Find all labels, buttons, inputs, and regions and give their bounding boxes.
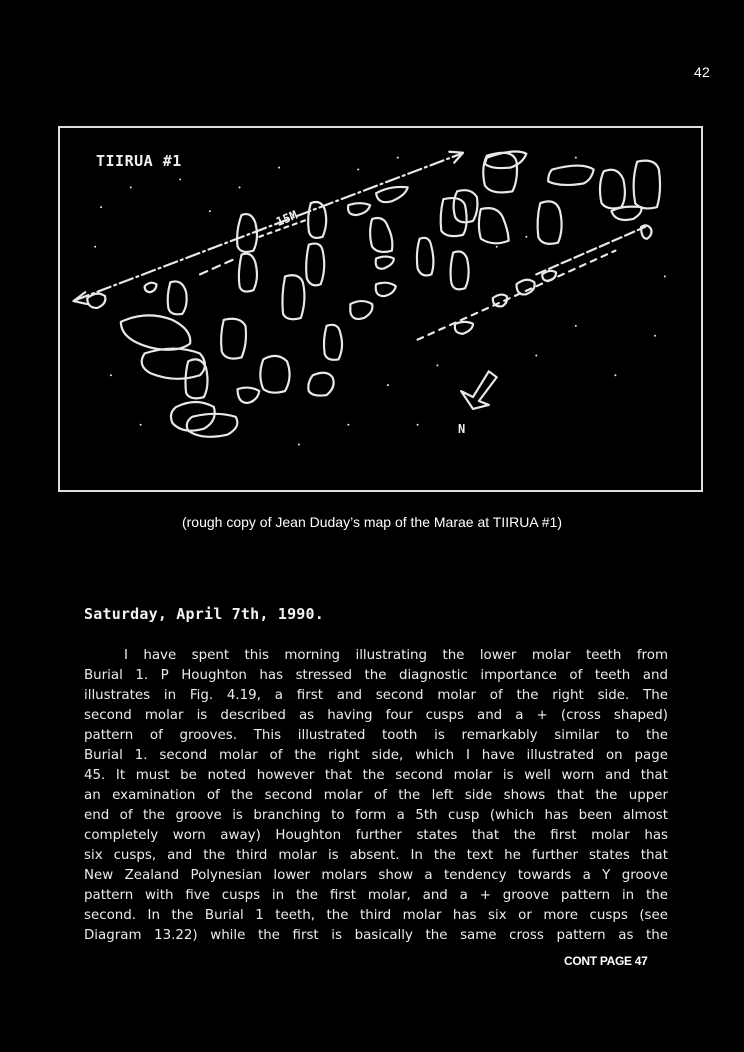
stone: [600, 170, 625, 209]
stone: [306, 244, 324, 286]
body-line: New Zealand Polynesian lower molars show a tendency towards a Y groove: [84, 868, 668, 883]
body-line: an examination of the second molar of the left side shows that the upper: [84, 788, 668, 803]
entry-body: [84, 646, 668, 946]
scale-arrow: [75, 154, 461, 300]
stone: [417, 238, 433, 276]
stone: [308, 202, 326, 238]
stone: [238, 388, 260, 403]
continuation-note: CONT PAGE 47: [564, 954, 648, 968]
stone: [455, 322, 473, 334]
body-line: completely worn away) Houghton further states that the first molar has: [84, 828, 668, 843]
stone: [221, 319, 246, 359]
body-line: Burial 1. second molar of the right side, which I have illustrated on page: [84, 748, 668, 763]
map-north-label: N: [458, 422, 466, 436]
marae-map: [58, 126, 703, 492]
wall-line: [418, 251, 616, 340]
map-title: TIIRUA #1: [96, 152, 182, 170]
stone: [376, 283, 396, 296]
body-line: pattern with five cusps in the first molar, and a + groove pattern in the: [84, 888, 668, 903]
stone: [376, 257, 394, 269]
body-line: I have spent this morning illustrating the lower molar teeth from: [124, 648, 668, 663]
body-line: Burial 1. P Houghton has stressed the diagnostic importance of teeth and: [84, 668, 668, 683]
stone: [168, 281, 187, 314]
stone: [145, 283, 157, 292]
stone: [239, 254, 257, 292]
marae-map-drawing: [60, 128, 701, 490]
stone: [479, 208, 509, 243]
wall-line: [200, 259, 236, 275]
stone: [282, 275, 304, 319]
body-line: second molar is described as having four cusps and a + (cross shaped): [84, 708, 668, 723]
stone: [350, 301, 372, 319]
scale-arrow-head-right: [449, 152, 463, 163]
stone: [376, 187, 408, 202]
entry-heading: Saturday, April 7th, 1990.: [84, 605, 324, 623]
body-line: second. In the Burial 1 teeth, the third molar has six or more cusps (see: [84, 908, 668, 923]
map-scale-label: 15M: [274, 207, 300, 229]
stone: [451, 251, 469, 289]
map-caption: (rough copy of Jean Duday’s map of the Marae at TIIRUA #1): [181, 514, 563, 530]
stone: [142, 349, 205, 379]
wall-line: [536, 227, 645, 274]
stone: [634, 161, 660, 209]
stone: [538, 201, 562, 243]
stone: [542, 271, 556, 281]
stone: [611, 207, 641, 220]
page-number: 42: [694, 64, 710, 80]
body-line: illustrates in Fig. 4.19, a first and second molar of the right side. The: [84, 688, 668, 703]
stone: [87, 294, 105, 308]
stone: [483, 153, 517, 193]
body-line: 45. It must be noted however that the second molar is well worn and that: [84, 768, 668, 783]
stone: [516, 280, 534, 295]
body-line: pattern of grooves. This illustrated tooth is remarkably similar to the: [84, 728, 668, 743]
body-line: Diagram 13.22) while the first is basically the same cross pattern as the: [84, 928, 668, 943]
stone: [308, 373, 333, 396]
stone: [370, 218, 392, 252]
body-line: end of the groove is branching to form a 5th cusp (which has been almost: [84, 808, 668, 823]
stone: [121, 315, 190, 349]
stone: [187, 414, 238, 437]
north-arrow: [461, 371, 497, 409]
stone: [348, 203, 370, 215]
stone: [260, 356, 289, 393]
stone: [324, 325, 342, 360]
stone: [548, 166, 593, 185]
body-line: six cusps, and the third molar is absent. In the text he further states that: [84, 848, 668, 863]
